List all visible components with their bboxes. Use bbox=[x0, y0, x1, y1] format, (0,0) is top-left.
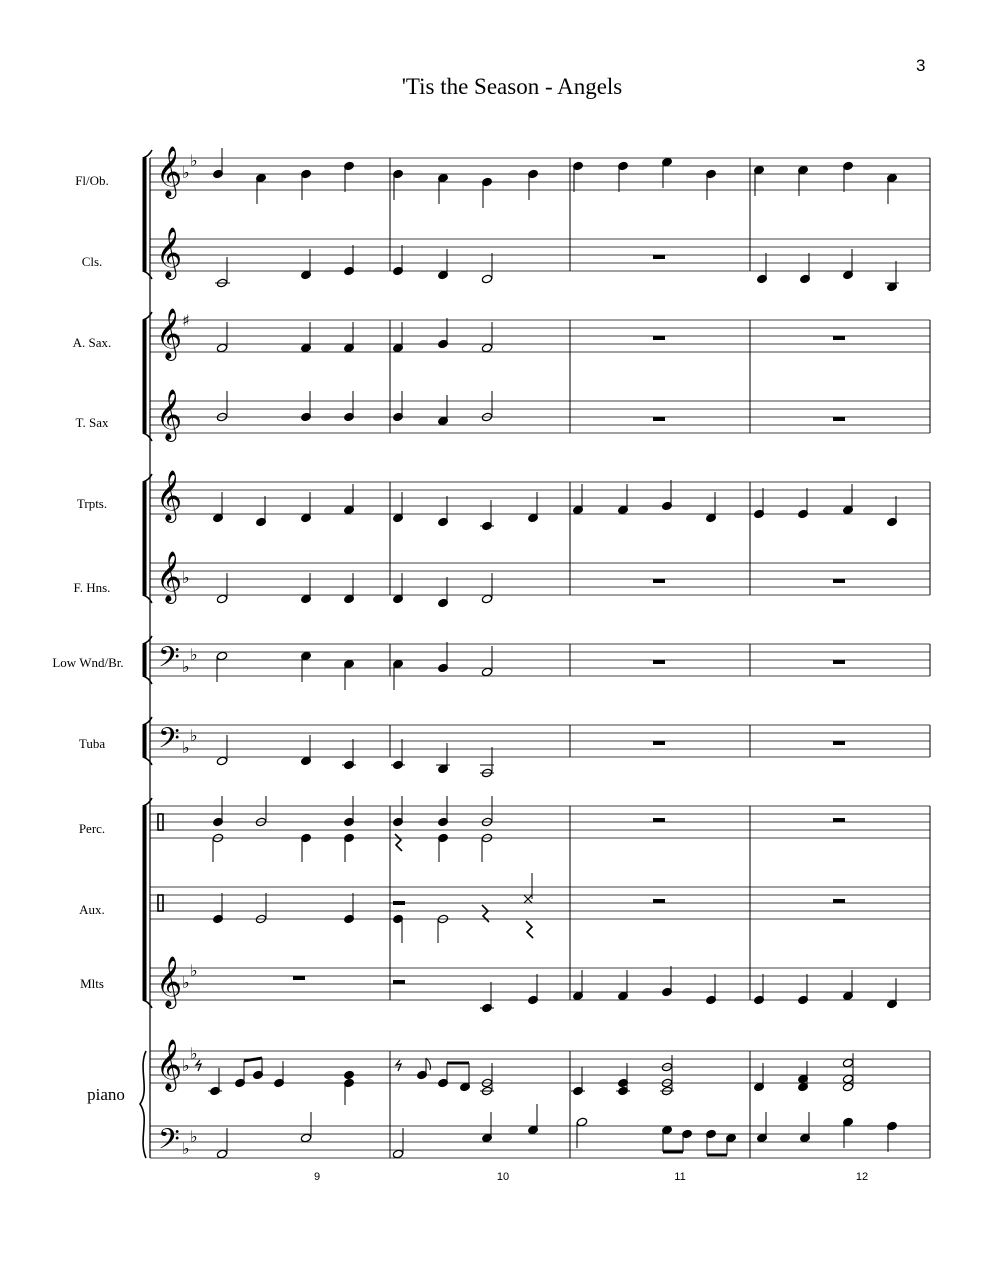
treble-clef-icon: 𝄞 bbox=[156, 389, 183, 440]
treble-clef-icon: 𝄞 bbox=[156, 956, 183, 1007]
whole-rest-icon bbox=[653, 336, 665, 340]
treble-clef-icon: 𝄞 bbox=[156, 470, 183, 521]
measure-number: 9 bbox=[313, 1171, 321, 1183]
label-aux: Aux. bbox=[79, 902, 105, 917]
staff-piano-treble bbox=[150, 1051, 930, 1083]
notes-fl-ob bbox=[213, 148, 898, 208]
half-rest-icon bbox=[393, 980, 405, 984]
measure-number: 10 bbox=[496, 1171, 510, 1183]
quarter-rest-icon bbox=[395, 834, 402, 851]
bass-clef-icon: 𝄢 bbox=[158, 722, 180, 762]
staff-mlts bbox=[150, 968, 930, 1000]
page-number: 3 bbox=[916, 56, 926, 75]
label-low-wnd-br: Low Wnd/Br. bbox=[52, 655, 124, 670]
measure-barlines bbox=[390, 158, 930, 1158]
staff-a-sax bbox=[150, 320, 930, 352]
staff-f-hns bbox=[150, 563, 930, 595]
label-f-hns: F. Hns. bbox=[73, 580, 111, 595]
notes-cls bbox=[215, 245, 899, 292]
notes-low-wnd-br bbox=[216, 642, 845, 690]
notes-a-sax bbox=[216, 318, 845, 353]
svg-text:♭: ♭ bbox=[190, 961, 198, 980]
staff-fl-ob bbox=[150, 158, 930, 190]
bass-clef-icon: 𝄢 bbox=[158, 641, 180, 681]
staff-perc bbox=[150, 806, 930, 838]
notes-trpts bbox=[213, 480, 898, 531]
whole-rest-icon bbox=[833, 899, 845, 903]
quarter-rest-icon bbox=[526, 921, 533, 938]
notes-tuba bbox=[216, 735, 845, 778]
whole-rest-icon bbox=[653, 579, 665, 583]
staff-piano-bass bbox=[150, 1126, 930, 1158]
svg-text:♭: ♭ bbox=[182, 738, 190, 757]
whole-rest-icon bbox=[293, 976, 305, 980]
svg-text:♭: ♭ bbox=[190, 726, 198, 745]
svg-text:♭: ♭ bbox=[190, 151, 198, 170]
staff-tuba bbox=[150, 725, 930, 757]
staff-cls bbox=[150, 239, 930, 271]
x-notehead-icon bbox=[524, 895, 532, 903]
key-signatures bbox=[182, 151, 198, 1158]
whole-rest-icon bbox=[833, 660, 845, 664]
whole-rest-icon bbox=[833, 741, 845, 745]
svg-text:♭: ♭ bbox=[182, 1056, 190, 1075]
whole-rest-icon bbox=[833, 417, 845, 421]
eighth-rest-icon bbox=[396, 1060, 401, 1071]
whole-rest-icon bbox=[653, 741, 665, 745]
whole-rest-icon bbox=[653, 899, 665, 903]
label-perc: Perc. bbox=[78, 821, 106, 836]
svg-text:♭: ♭ bbox=[182, 568, 190, 587]
notes-f-hns bbox=[216, 573, 845, 608]
treble-clef-icon: 𝄞 bbox=[156, 551, 183, 602]
notes-piano-treble bbox=[196, 1053, 854, 1105]
label-t-sax: T. Sax bbox=[75, 415, 109, 430]
bass-clef-icon: 𝄢 bbox=[158, 1123, 180, 1163]
percussion-clef-icon bbox=[158, 814, 163, 911]
staff-trpts bbox=[150, 482, 930, 514]
label-trpts: Trpts. bbox=[76, 496, 108, 511]
instrument-labels bbox=[52, 173, 125, 1104]
treble-clef-icon: 𝄞 bbox=[156, 1039, 183, 1090]
svg-text:♭: ♭ bbox=[182, 973, 190, 992]
svg-text:♭: ♭ bbox=[182, 1139, 190, 1158]
svg-text:♭: ♭ bbox=[182, 163, 190, 182]
whole-rest-icon bbox=[653, 818, 665, 822]
whole-rest-icon bbox=[833, 579, 845, 583]
notes-piano-bass bbox=[216, 1104, 897, 1159]
svg-text:♭: ♭ bbox=[190, 1127, 198, 1146]
measure-number: 12 bbox=[855, 1171, 869, 1183]
notes-mlts bbox=[293, 966, 897, 1013]
svg-text:♭: ♭ bbox=[190, 645, 198, 664]
staff-lines bbox=[150, 158, 930, 1158]
whole-rest-icon bbox=[653, 417, 665, 421]
treble-clef-icon: 𝄞 bbox=[156, 308, 183, 359]
whole-rest-icon bbox=[653, 255, 665, 259]
whole-rest-icon bbox=[833, 336, 845, 340]
label-a-sax: A. Sax. bbox=[72, 335, 112, 350]
label-tuba: Tuba bbox=[78, 736, 106, 751]
svg-text:♯: ♯ bbox=[182, 311, 190, 330]
treble-clef-icon: 𝄞 bbox=[156, 227, 183, 278]
whole-rest-icon bbox=[833, 818, 845, 822]
notes bbox=[196, 148, 899, 1159]
svg-text:♭: ♭ bbox=[182, 657, 190, 676]
whole-rest-icon bbox=[653, 660, 665, 664]
half-rest-icon bbox=[393, 901, 405, 905]
label-fl-ob: Fl/Ob. bbox=[75, 173, 109, 188]
clefs bbox=[156, 146, 182, 1163]
staff-t-sax bbox=[150, 401, 930, 433]
piano-brace bbox=[140, 1051, 146, 1158]
measure-number: 11 bbox=[674, 1171, 686, 1183]
treble-clef-icon: 𝄞 bbox=[156, 146, 183, 197]
quarter-rest-icon bbox=[482, 905, 489, 922]
label-piano: piano bbox=[87, 1085, 125, 1104]
label-cls: Cls. bbox=[81, 254, 103, 269]
notes-t-sax bbox=[216, 391, 845, 426]
score-title: 'Tis the Season - Angels bbox=[401, 74, 623, 99]
staff-aux bbox=[150, 887, 930, 919]
measure-numbers bbox=[314, 1171, 868, 1183]
label-mlts: Mlts bbox=[80, 976, 104, 991]
staff-low-wnd-br bbox=[150, 644, 930, 676]
svg-text:♭: ♭ bbox=[190, 1044, 198, 1063]
